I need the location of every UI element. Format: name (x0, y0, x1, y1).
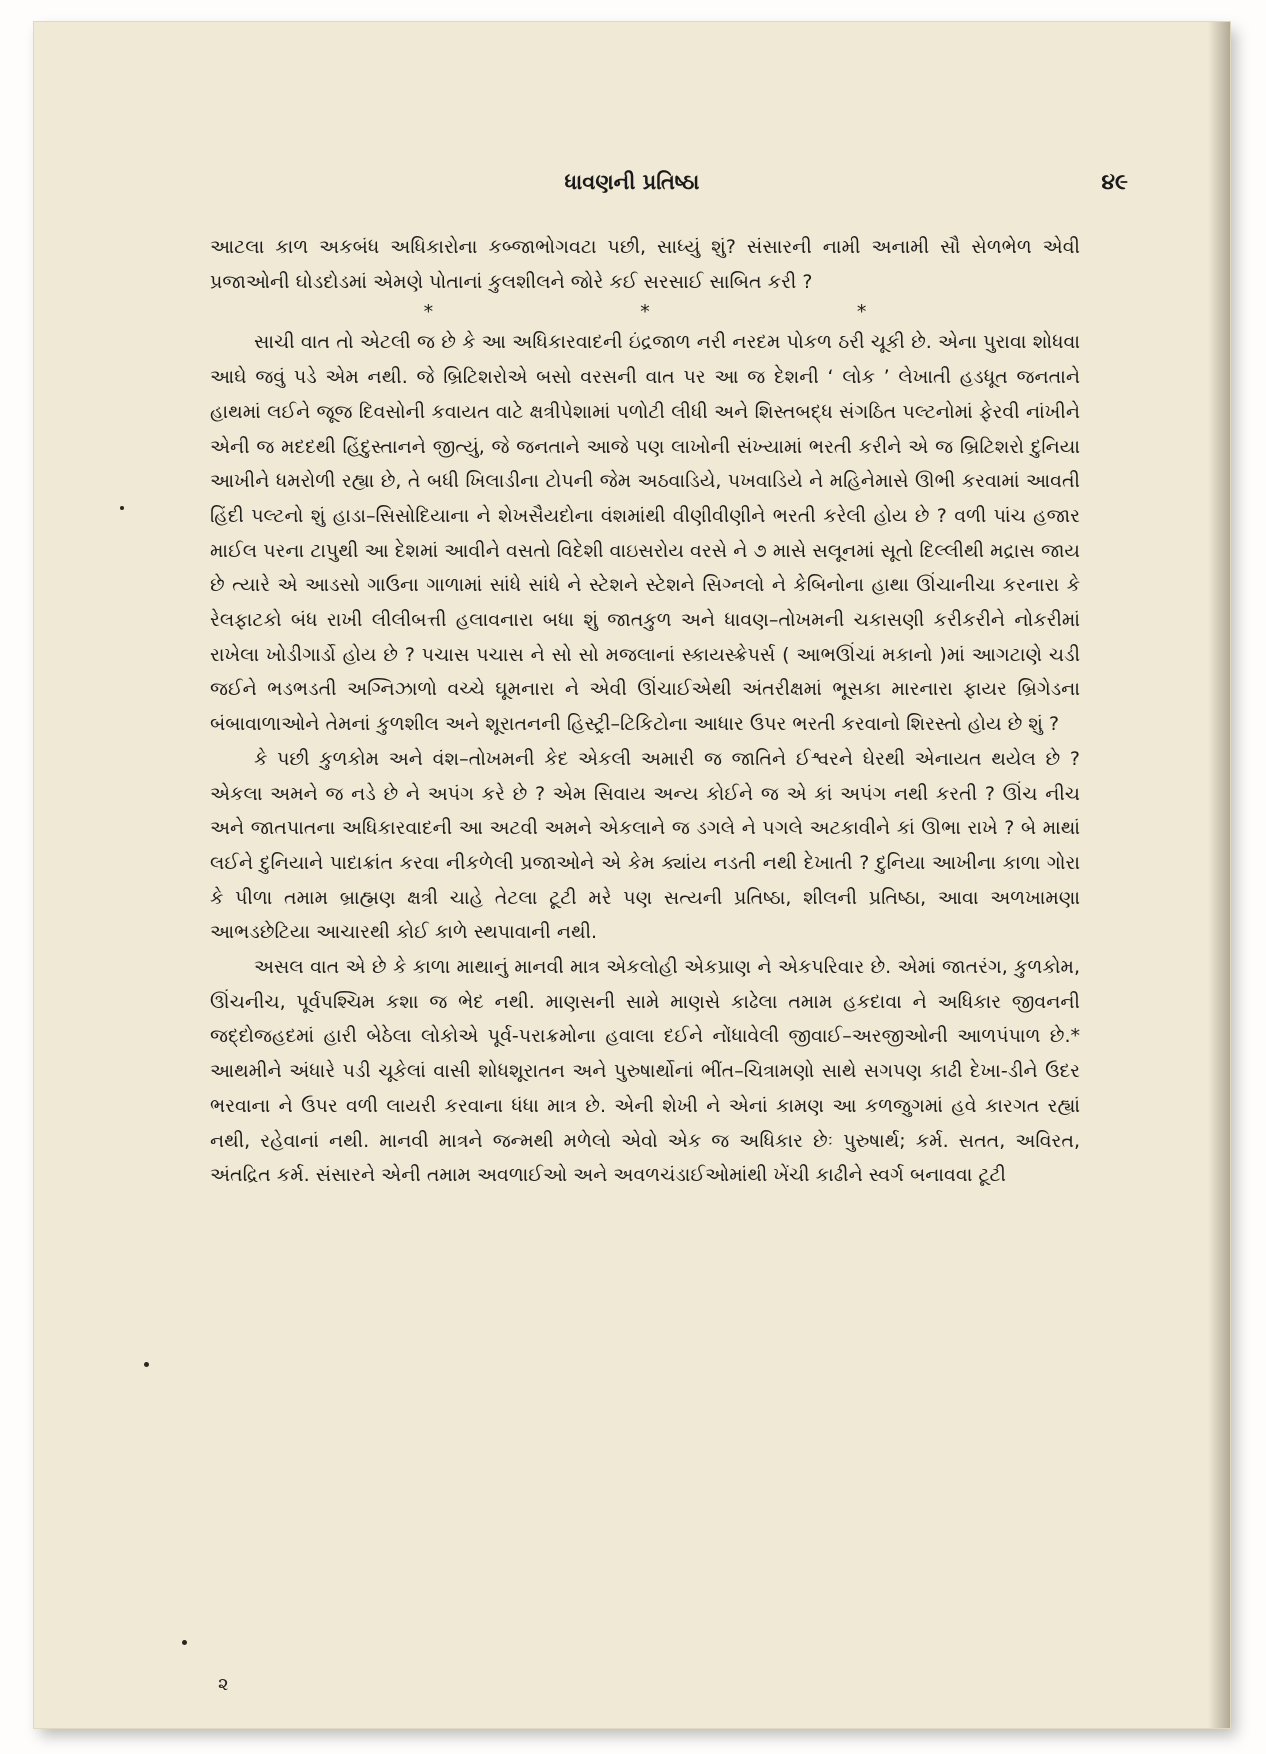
body-text (210, 230, 1080, 1193)
book-page (34, 22, 1230, 1728)
paragraph-1: આટલા કાળ અકબંધ અધિકારોના કબ્જાભોગવટા પછી, સાધ્યું શું? સંસારની નામી અનામી સૌ સેળભેળ એવી પ્રજાઓની ઘોડદોડમાં એમણે પોતાનાં કુલશીલને જોરે કઈ સરસાઈ સાબિત કરી ? (210, 236, 1080, 293)
chapter-title: ધાવણની પ્રતિષ્ઠા (564, 170, 700, 194)
separator-star: * (640, 301, 650, 324)
section-separator (210, 299, 1080, 325)
paragraph-3: કે પછી કુળકોમ અને વંશ–તોખમની કેદ એકલી અમારી જ જાતિને ઈશ્વરને ઘેરથી એનાયત થયેલ છે ? એકલા અમને જ નડે છે ને અપંગ કરે છે ? એમ સિવાય અન્ય કોઈને જ એ કાં અપંગ નથી કરતી ? ઊંચ નીચ અને જાતપાતના અધિકારવાદની આ અટવી અમને એકલાને જ ડગલે ને પગલે અટકાવીને કાં ઊભા રાખે ? બે માથાં લઈને દુનિયાને પાદાક્રાંત કરવા નીકળેલી પ્રજાઓને એ કેમ ક્યાંય નડતી નથી દેખાતી ? દુનિયા આખીના કાળા ગોરા કે પીળા તમામ બ્રાહ્મણ ક્ષત્રી ચાહે તેટલા ટૂટી મરે પણ સત્યની પ્રતિષ્ઠા, શીલની પ્રતિષ્ઠા, આવા અળખામણા આભડછેટિયા આચારથી કોઈ કાળે સ્થપાવાની નથી. (210, 747, 1080, 944)
ink-speck (120, 506, 124, 510)
paragraph-2: સાચી વાત તો એટલી જ છે કે આ અધિકારવાદની ઇંદ્રજાળ નરી નરદમ પોકળ ઠરી ચૂકી છે. એના પુરાવા શોધવા આઘે જવું પડે એમ નથી. જે બ્રિટિશરોએ બસો વરસની વાત પર આ જ દેશની ‘ લોક ’ લેખાતી હડધૂત જનતાને હાથમાં લઈને જૂજ દિવસોની કવાયત વાટે ક્ષત્રીપેશામાં પળોટી લીધી અને શિસ્તબદ્ધ સંગઠિત પલ્ટનોમાં ફેરવી નાંખીને એની જ મદદથી હિંદુસ્તાનને જીત્યું, જે જનતાને આજે પણ લાખોની સંખ્યામાં ભરતી કરીને એ જ બ્રિટિશરો દુનિયા આખીને ધમરોળી રહ્યા છે, તે બધી ખિલાડીના ટોપની જેમ અઠવાડિયે, પખવાડિયે ને મહિનેમાસે ઊભી કરવામાં આવતી હિંદી પલ્ટનો શું હાડા–સિસોદિયાના ને શેખસૈયદોના વંશમાંથી વીણીવીણીને ભરતી કરેલી હોય છે ? વળી પાંચ હજાર માઈલ પરના ટાપુથી આ દેશમાં આવીને વસતો વિદેશી વાઇસરોય વરસે ને ૭ માસે સલૂનમાં સૂતો દિલ્લીથી મદ્રાસ જાય છે ત્યારે એ આડસો ગાઉના ગાળામાં સાંધે સાંધે ને સ્ટેશને સ્ટેશને સિગ્નલો ને કેબિનોના હાથા ઊંચાનીચા કરનારા કે રેલફાટકો બંધ રાખી લીલીબત્તી હલાવનારા બધા શું જાતકુળ અને ધાવણ–તોખમની ચકાસણી કરીકરીને નોકરીમાં રાખેલા ખોડીગાર્ડો હોય છે ? પચાસ પચાસ ને સો સો મજલાનાં સ્કાયસ્ક્રેપર્સ ( આભઊંચાં મકાનો )માં આગટાણે ચડી જઈને ભડભડતી અગ્નિઝાળો વચ્ચે ઘૂમનારા ને એવી ઊંચાઈએથી અંતરીક્ષમાં ભૂસકા મારનારા ફાયર બ્રિગેડના બંબાવાળાઓને તેમનાં કુળશીલ અને શૂરાતનની હિસ્ટ્રી–ટિકિટોના આધાર ઉપર ભરતી કરવાનો શિરસ્તો હોય છે શું ? (210, 331, 1080, 736)
separator-star: * (423, 301, 434, 324)
separator-star: * (856, 301, 867, 324)
ink-speck (144, 1362, 149, 1367)
paragraph-4: અસલ વાત એ છે કે કાળા માથાનું માનવી માત્ર એકલોહી એકપ્રાણ ને એકપરિવાર છે. એમાં જાતરંગ, કુળકોમ, ઊંચનીચ, પૂર્વપશ્ચિમ કશા જ ભેદ નથી. માણસની સામે માણસે કાઢેલા તમામ હકદાવા ને અધિકાર જીવનની જદ્દોજહદમાં હારી બેઠેલા લોકોએ પૂર્વ-પરાક્રમોના હવાલા દઈને નોંધાવેલી જીવાઈ–અરજીઓની આળપંપાળ છે.* આથમીને અંધારે પડી ચૂકેલાં વાસી શોધશૂરાતન અને પુરુષાર્થોનાં ભીંત–ચિત્રામણો સાથે સગપણ કાઢી દેખા-ડીને ઉદર ભરવાના ને ઉપર વળી લાયરી કરવાના ધંધા માત્ર છે. એની શેખી ને એનાં કામણ આ કળજુગમાં હવે કારગત રહ્યાં નથી, રહેવાનાં નથી. માનવી માત્રને જન્મથી મળેલો એવો એક જ અધિકાર છેઃ પુરુષાર્થ; કર્મ. સતત, અવિરત, અંતદ્રિત કર્મ. સંસારને એની તમામ અવળાઈઓ અને અવળચંડાઈઓમાંથી ખેંચી કાઢીને સ્વર્ગ બનાવવા ટૂટી (210, 956, 1080, 1187)
page-number: ૪૯ (1101, 170, 1128, 195)
signature-mark: ૨ (218, 1674, 229, 1695)
page-edge-shadow (1208, 22, 1230, 1728)
ink-speck (182, 1640, 187, 1645)
running-header (34, 170, 1230, 206)
